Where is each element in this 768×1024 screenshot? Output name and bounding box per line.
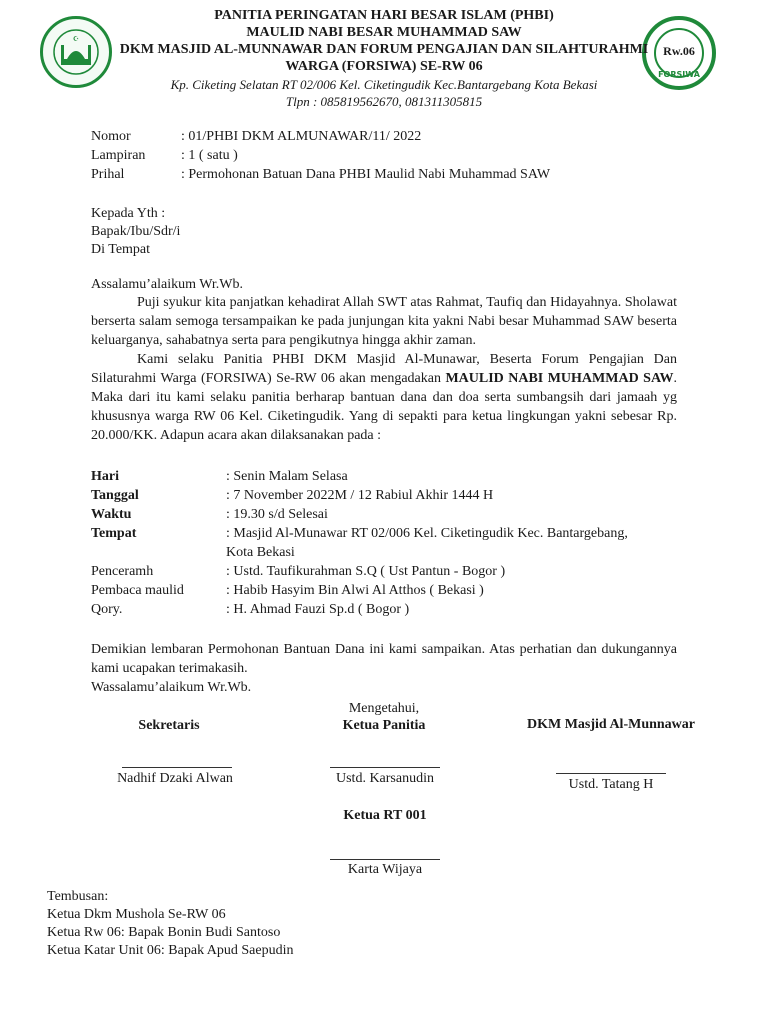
tanggal-value: : 7 November 2022M / 12 Rabiul Akhir 1444 H bbox=[226, 488, 494, 503]
penceramh-label: Penceramh bbox=[91, 564, 154, 579]
lampiran-label: Lampiran bbox=[91, 148, 146, 163]
header-phone: Tlpn : 085819562670, 081311305815 bbox=[285, 94, 483, 109]
sekretaris-title: Sekretaris bbox=[138, 718, 200, 733]
tempat-value: : Masjid Al-Munawar RT 02/006 Kel. Ciketingudik Kec. Bantargebang, bbox=[226, 526, 628, 541]
rt-signature-line bbox=[330, 859, 440, 860]
tembusan-item: Ketua Rw 06: Bapak Bonin Budi Santoso bbox=[47, 925, 281, 940]
recipient-line-2: Bapak/Ibu/Sdr/i bbox=[91, 224, 181, 239]
qory-value: : H. Ahmad Fauzi Sp.d ( Bogor ) bbox=[226, 602, 410, 617]
header-line-4: WARGA (FORSIWA) SE-RW 06 bbox=[285, 59, 483, 74]
waktu-value: : 19.30 s/d Selesai bbox=[226, 507, 328, 522]
tempat-label: Tempat bbox=[91, 526, 137, 541]
paragraph-2 bbox=[91, 350, 677, 445]
prihal-value: : Permohonan Batuan Dana PHBI Maulid Nabi Muhammad SAW bbox=[181, 167, 551, 182]
penceramh-value: : Ustd. Taufikurahman S.Q ( Ust Pantun - Bogor ) bbox=[226, 564, 506, 579]
header-address: Kp. Ciketing Selatan RT 02/006 Kel. Ciketingudik Kec.Bantargebang Kota Bekasi bbox=[170, 77, 598, 92]
closing-text bbox=[91, 640, 677, 697]
ketua-rt-name: Karta Wijaya bbox=[347, 862, 423, 877]
greeting: Assalamu’alaikum Wr.Wb. bbox=[91, 277, 243, 292]
recipient-line-1: Kepada Yth : bbox=[91, 206, 166, 221]
tempat-value-2: Kota Bekasi bbox=[226, 545, 295, 560]
sekretaris-name: Nadhif Dzaki Alwan bbox=[117, 771, 233, 786]
recipient-line-3: Di Tempat bbox=[91, 242, 151, 257]
nomor-label: Nomor bbox=[91, 129, 131, 144]
tembusan-item: Ketua Katar Unit 06: Bapak Apud Saepudin bbox=[47, 943, 294, 958]
hari-label: Hari bbox=[91, 469, 119, 484]
forsiwa-logo-label: FORSIWA bbox=[658, 70, 700, 79]
paragraph-2-event: MAULID NABI MUHAMMAD SAW bbox=[445, 371, 674, 386]
hari-value: : Senin Malam Selasa bbox=[226, 469, 348, 484]
tembusan-title: Tembusan: bbox=[47, 889, 109, 904]
mengetahui-label: Mengetahui, bbox=[348, 701, 420, 716]
header-line-1: PANITIA PERINGATAN HARI BESAR ISLAM (PHBI) bbox=[214, 8, 554, 23]
waktu-label: Waktu bbox=[91, 507, 132, 522]
closing-line-1: Demikian lembaran Permohonan Bantuan Dana ini kami sampaikan. Atas perhatian dan dukungannya kami ucapakan terimakasih. bbox=[91, 642, 677, 676]
paragraph-2-b: . Maka dari itu kami selaku panitia berharap bantuan dana dan doa serta sumbangsih dari jamaah yg khususnya warga RW 06 Kel. Ciketingudik. Yang di sepakti para ketua lingkungan yakni sebesar Rp. 20.000/KK. Adapun acara akan dilaksanakan pada : bbox=[91, 371, 677, 443]
prihal-label: Prihal bbox=[91, 167, 125, 182]
forsiwa-logo-center: Rw.06 bbox=[663, 44, 695, 58]
sekretaris-signature-line bbox=[122, 767, 232, 768]
ketua-panitia-title: Ketua Panitia bbox=[342, 718, 426, 733]
closing-line-2: Wassalamu’alaikum Wr.Wb. bbox=[91, 680, 252, 695]
tanggal-label: Tanggal bbox=[91, 488, 139, 503]
svg-text:☪: ☪ bbox=[72, 35, 80, 43]
dkm-signature-line bbox=[556, 773, 666, 774]
nomor-value: : 01/PHBI DKM ALMUNAWAR/11/ 2022 bbox=[181, 129, 422, 144]
pembaca-value: : Habib Hasyim Bin Alwi Al Atthos ( Bekasi ) bbox=[226, 583, 484, 598]
qory-label: Qory. bbox=[91, 602, 123, 617]
dkm-title: DKM Masjid Al-Munnawar bbox=[527, 717, 695, 732]
header-line-3: DKM MASJID AL-MUNNAWAR DAN FORUM PENGAJIAN DAN SILAHTURAHMI bbox=[119, 42, 649, 57]
ketua-rt-title: Ketua RT 001 bbox=[343, 808, 427, 823]
lampiran-value: : 1 ( satu ) bbox=[181, 148, 238, 163]
paragraph-1: Puji syukur kita panjatkan kehadirat Allah SWT atas Rahmat, Taufiq dan Hidayahnya. Sholawat berserta salam semoga tersampaikan ke pada junjungan kita yakni Nabi besar Muhammad SAW beserta keluarganya, sahabatnya serta para pengikutnya hingga akhir zaman. bbox=[91, 295, 677, 348]
tembusan-item: Ketua Dkm Mushola Se-RW 06 bbox=[47, 907, 226, 922]
ketua-name: Ustd. Karsanudin bbox=[336, 771, 434, 786]
body-text bbox=[91, 293, 677, 445]
pembaca-label: Pembaca maulid bbox=[91, 583, 184, 598]
header-line-2: MAULID NABI BESAR MUHAMMAD SAW bbox=[246, 25, 522, 40]
ketua-signature-line bbox=[330, 767, 440, 768]
dkm-name: Ustd. Tatang H bbox=[568, 777, 654, 792]
paragraph-2-a: Kami selaku Panitia PHBI DKM Masjid Al-Munawar, Beserta Forum Pengajian Dan Silaturahmi Warga (FORSIWA) Se-RW 06 akan mengadakan bbox=[91, 352, 677, 386]
